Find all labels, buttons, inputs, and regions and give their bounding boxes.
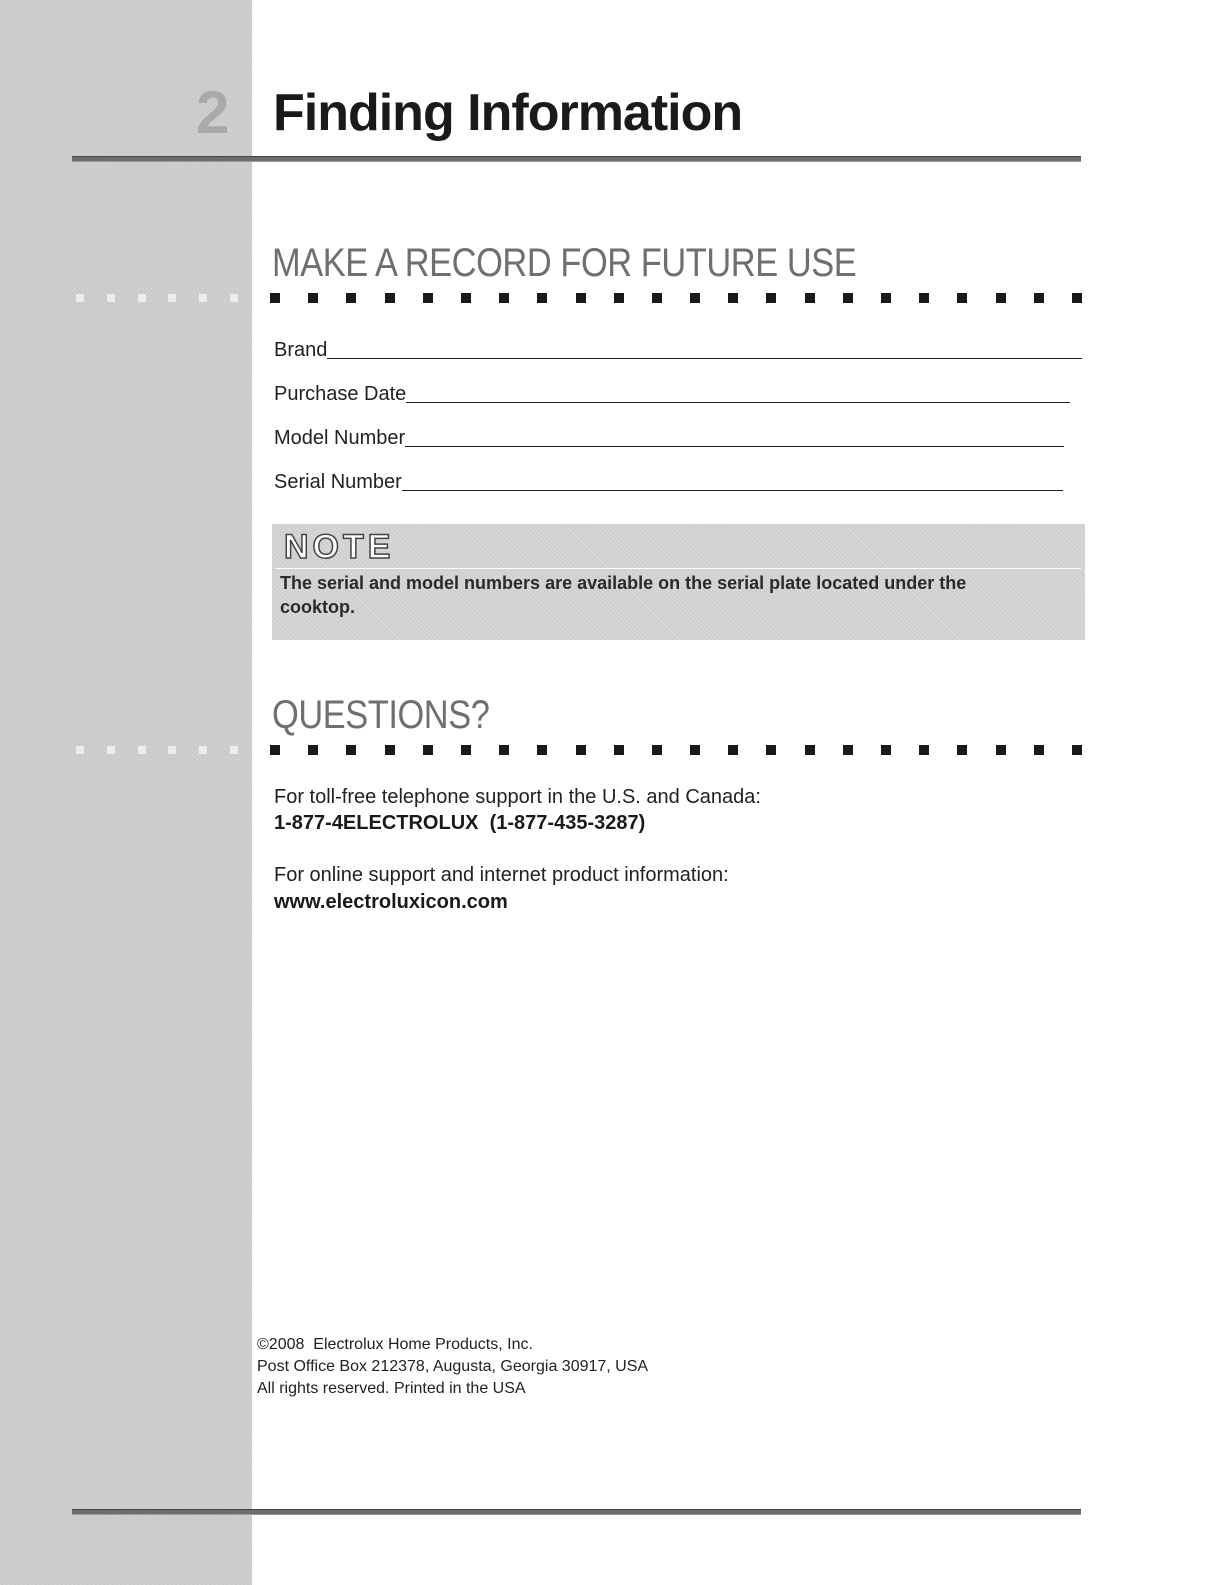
record-dot-divider	[270, 292, 1082, 304]
model-number-input-line[interactable]	[405, 426, 1064, 447]
record-section-heading: MAKE A RECORD FOR FUTURE USE	[272, 241, 857, 285]
serial-number-field[interactable]	[274, 466, 1063, 494]
phone-intro-text: For toll-free telephone support in the U.S. and Canada:	[274, 786, 761, 808]
serial-number-label: Serial Number	[274, 471, 402, 493]
note-box	[272, 524, 1085, 640]
sidebar-dots-record	[76, 292, 238, 304]
sidebar-band	[0, 0, 252, 1585]
brand-input-line[interactable]	[327, 338, 1082, 359]
footer-address: Post Office Box 212378, Augusta, Georgia 30917, USA	[257, 1358, 649, 1375]
questions-dot-divider	[270, 744, 1082, 756]
model-number-field[interactable]	[274, 422, 1064, 450]
purchase-date-field[interactable]	[274, 378, 1070, 406]
chapter-title: Finding Information	[273, 84, 743, 142]
website-link[interactable]: www.electroluxicon.com	[274, 891, 508, 913]
serial-number-input-line[interactable]	[402, 470, 1063, 491]
note-divider	[276, 568, 1081, 569]
brand-label: Brand	[274, 339, 328, 361]
online-intro-text: For online support and internet product information:	[274, 864, 729, 886]
purchase-date-input-line[interactable]	[406, 382, 1070, 403]
note-text: The serial and model numbers are available on the serial plate located under the cooktop.	[280, 573, 967, 617]
model-number-label: Model Number	[274, 427, 406, 449]
footer-rule	[72, 1509, 1081, 1515]
purchase-date-label: Purchase Date	[274, 383, 407, 405]
header-rule	[72, 156, 1081, 162]
note-title: NOTE	[284, 528, 395, 566]
footer-rights: All rights reserved. Printed in the USA	[257, 1380, 526, 1397]
phone-number[interactable]: 1-877-4ELECTROLUX (1-877-435-3287)	[274, 812, 646, 834]
sidebar-dots-questions	[76, 744, 238, 756]
brand-field[interactable]	[274, 334, 1082, 362]
questions-section-heading: QUESTIONS?	[272, 693, 490, 737]
footer-copyright: ©2008 Electrolux Home Products, Inc.	[257, 1336, 533, 1353]
chapter-number: 2	[196, 79, 230, 146]
